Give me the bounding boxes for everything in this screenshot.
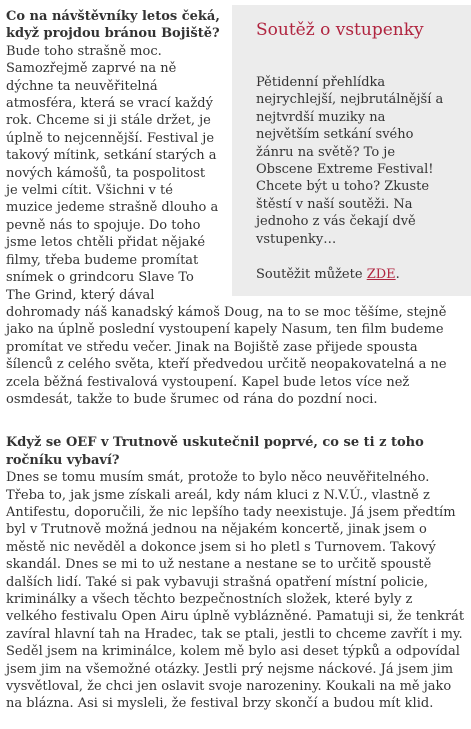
cta-suffix: . xyxy=(395,267,400,283)
interview-question-1: Co na návštěvníky letos čeká, když projdou bránou Bojiště? xyxy=(6,9,220,42)
sidebar-cta xyxy=(256,266,451,283)
contest-sidebar xyxy=(232,5,471,296)
sidebar-text: Pětidenní přehlídka nejrychlejší, nejbrutálnější a nejtvrdší muziky na největším setkání svého žánru na světě? To je Obscene Extreme Festival! Chcete být u toho? Zkuste štěstí v naší soutěži. Na jednoho z vás čekají dvě vstupenky… xyxy=(256,75,444,247)
interview-answer-2: Dnes se tomu musím smát, protože to bylo něco neuvěřitelného. Třeba to, jak jsme získali areál, kdy nám kluci z N.V.Ú., vlastně z Antifestu, doporučili, že nic lepšího tady neexistuje. Já jsem předtím byl v Trutnově možná jednou na nějakém koncertě, jinak jsem o městě nic nevěděl a dokonce jsem si ho pletl s Turnovem. Takový skandál. Dnes se mi to už nestane a nestane se to určitě spoustě dalších lidí. Také si pak vybavuji strašná opatření místní policie, kriminálky a všech těchto bezpečnostních složek, které byly z velkého festivalu Open Airu úplně vyblázněné. Pamatuji si, že tenkrát zavíral hlavní tah na Hradec, tak se ptali, jestli to chceme zavřít i my. Seděl jsem na kriminálce, kolem mě bylo asi deset týpků a odpovídal jsem jim na všemožné otázky. Jestli prý nejsme náckové. Já jsem jim vysvětloval, že chci jen oslavit svoje narozeniny. Koukali na mě jako na blázna. Asi si mysleli, že festival brzy skončí a budou mít klid. xyxy=(6,470,465,712)
interview-answer-1: Bude toho strašně moc. Samozřejmě zaprvé na ně dýchne ta neuvěřitelná atmosféra, která se vrací každý rok. Chceme si ji stále držet, je úplně to nejcennější. Festival je takový mítink, setkání starých a nových kámošů, ta pospolitost je velmi cítit. Všichni v té muzice jedeme strašně dlouho a pevně nás to spojuje. Do toho jsme letos chtěli přidat nějaké filmy, třeba budeme promítat snímek o grindcoru Slave To The Grind, který dával dohromady náš kanadský kámoš Doug, na to se moc těšíme, stejně jako na úplně poslední vystoupení kapely Nasum, ten film budeme promítat ve středu večer. Jinak na Bojiště zase přijede spousta šílenců z celého světa, kteří předvedou určitě neopakovatelná a ne zcela běžná festivalová vystoupení. Kapel bude letos více než osmdesát, takže to bude šrumec od rána do pozdní noci. xyxy=(6,43,447,407)
interview-question-2: Když se OEF v Trutnově uskutečnil poprvé, co se ti z toho ročníku vybaví? xyxy=(6,435,424,468)
sidebar-title: Soutěž o vstupenky xyxy=(256,20,424,40)
contest-link[interactable]: ZDE xyxy=(366,267,396,283)
paragraph-gap xyxy=(6,408,465,434)
cta-prefix: Soutěžit můžete xyxy=(256,267,367,283)
